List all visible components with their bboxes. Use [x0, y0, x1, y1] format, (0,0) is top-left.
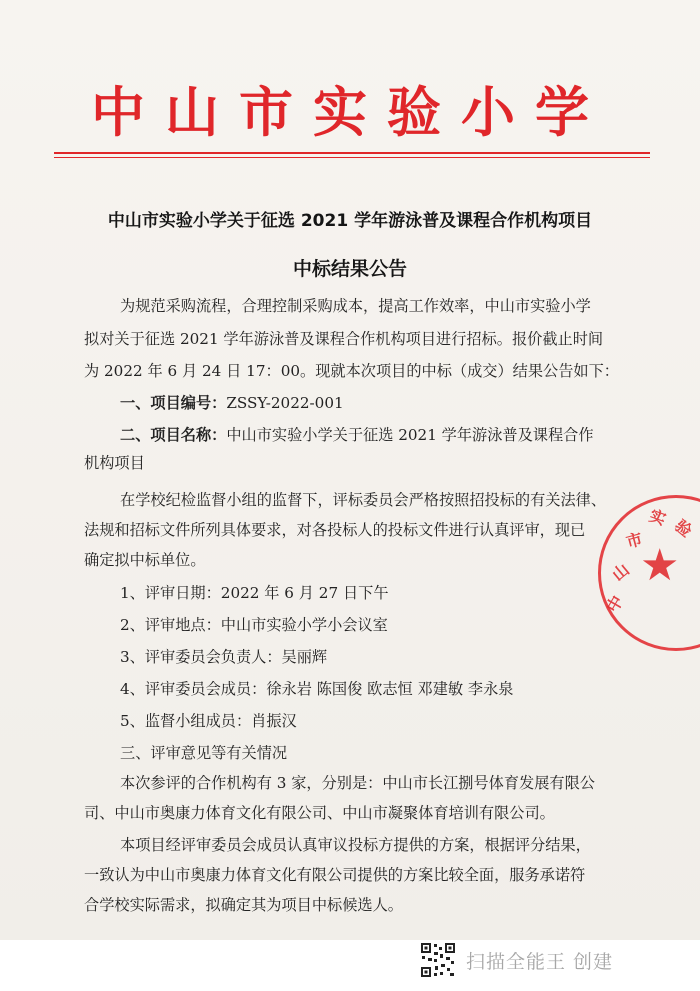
project-name-cont: 机构项目 [84, 454, 145, 472]
body-line: 拟对关于征选 2021 学年游泳普及课程合作机构项目进行招标。报价截止时间 [84, 330, 604, 348]
body-line: 一致认为中山市奥康力体育文化有限公司提供的方案比较全面，服务承诺符 [84, 866, 586, 884]
body-line: 为规范采购流程，合理控制采购成本，提高工作效率，中山市实验小学 [120, 297, 591, 315]
letterhead-rule [54, 152, 650, 154]
seal-text-b: 验 [671, 515, 696, 541]
review-chair: 3、评审委员会负责人：吴丽辉 [120, 648, 328, 666]
letterhead-title: 中山市实验小学 [91, 80, 609, 144]
review-members: 4、评审委员会成员：徐永岩 陈国俊 欧志恒 邓建敏 李永泉 [120, 680, 514, 698]
project-name-label: 二、项目名称： [120, 426, 227, 444]
seal-text-d: 山 [608, 559, 633, 585]
review-date: 1、评审日期：2022 年 6 月 27 日下午 [120, 584, 389, 602]
seal-text-c: 市 [624, 529, 645, 552]
review-location: 2、评审地点：中山市实验小学小会议室 [120, 616, 388, 634]
document-subtitle: 中标结果公告 [292, 258, 407, 280]
project-number-value: ZSSY-2022-001 [226, 394, 344, 412]
body-line: 为 2022 年 6 月 24 日 17：00。现就本次项目的中标（成交）结果公告如下： [84, 362, 619, 380]
body-line: 司、中山市奥康力体育文化有限公司、中山市凝聚体育培训有限公司。 [84, 804, 555, 822]
body-line: 本次参评的合作机构有 3 家，分别是：中山市长江捌号体育发展有限公 [120, 774, 595, 792]
project-name [120, 425, 594, 445]
letterhead-rule-thin [54, 157, 650, 158]
body-line: 法规和招标文件所列具体要求，对各投标人的投标文件进行认真评审，现已 [84, 521, 586, 539]
scanner-watermark: 扫描全能王 创建 [466, 951, 614, 973]
seal-text-a: 实 [646, 505, 669, 530]
body-line: 确定拟中标单位。 [84, 551, 206, 569]
qr-code-icon [420, 942, 456, 978]
supervisors: 5、监督小组成员：肖振汉 [120, 712, 297, 730]
body-line: 合学校实际需求，拟确定其为项目中标候选人。 [84, 896, 403, 914]
seal-text-e: 中 [602, 592, 628, 616]
body-line: 在学校纪检监督小组的监督下，评标委员会严格按照招投标的有关法律、 [120, 491, 606, 509]
project-number-label: 一、项目编号： [120, 394, 227, 412]
section-heading: 三、评审意见等有关情况 [120, 744, 288, 762]
document-title: 中山市实验小学关于征选 2021 学年游泳普及课程合作机构项目 [107, 211, 593, 231]
project-name-value: 中山市实验小学关于征选 2021 学年游泳普及课程合作 [226, 426, 594, 444]
seal-star-icon: ★ [640, 540, 680, 591]
body-line: 本项目经评审委员会成员认真审议投标方提供的方案，根据评分结果， [120, 836, 591, 854]
project-number [120, 393, 344, 413]
